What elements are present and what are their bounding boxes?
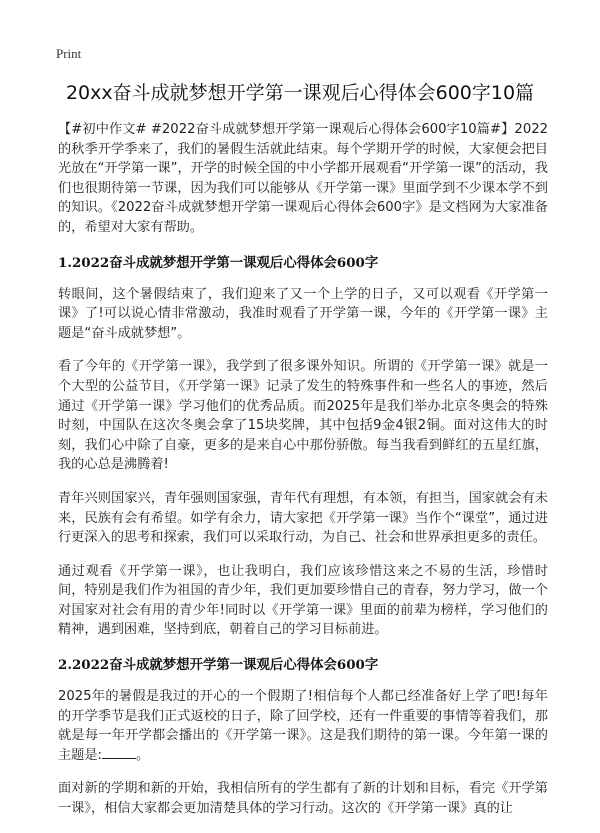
section1-paragraph-4: 通过观看《开学第一课》，也让我明白，我们应该珍惜这来之不易的生活，珍惜时间，特别是我们作为祖国的青少年，我们更加要珍惜自己的青春，努力学习，做一个对国家对社会有用的青少年!同时以《开学第一课》里面的前辈为榜样，学习他们的精神，遇到困难，坚持到底，朝着自己的学习目标前进。 — [58, 563, 548, 638]
print-label: Print — [56, 46, 82, 61]
section1-paragraph-3: 青年兴则国家兴，青年强则国家强，青年代有理想，有本领，有担当，国家就会有未来，民族有会有希望。如学有余力，请大家把《开学第一课》当作个“课堂”，通过进行更深入的思考和探索，我们可以采取行动，为自己、社会和世界承担更多的责任。 — [58, 490, 548, 546]
section1-paragraph-2: 看了今年的《开学第一课》，我学到了很多课外知识。所谓的《开学第一课》就是一个大型的公益节目，《开学第一课》记录了发生的特殊事件和一些名人的事迹，然后通过《开学第一课》学习他们的优秀品质。而2025年是我们举办北京冬奥会的特殊时刻，中国队在这次冬奥会拿了15块奖牌，其中包括9金4银2铜。面对这伟大的时刻，我们心中除了自豪，更多的是来自心中那份骄傲。每当我看到鲜红的五星红旗，我的心总是沸腾着! — [58, 359, 548, 473]
section-heading-2: 2.2022奋斗成就梦想开学第一课观后心得体会600字 — [58, 657, 379, 674]
section1-paragraph-1: 转眼间，这个暑假结束了，我们迎来了又一个上学的日子，又可以观看《开学第一课》了!可以说心情非常激动，我准时观看了开学第一课，今年的《开学第一课》主题是“奋斗成就梦想”。 — [58, 286, 548, 341]
fill-in-blank — [102, 746, 136, 759]
section2-paragraph-1-end: 。 — [136, 747, 150, 763]
intro-paragraph: 【#初中作文# #2022奋斗成就梦想开学第一课观后心得体会600字10篇#】2022的秋季开学季来了，我们的暑假生活就此结束。每个学期开学的时候，大家便会把目光放在“开学第一课”，开学的时候全国的中小学都开展观看“开学第一课”的活动，我们也很期待第一节课，因为我们可以能够从《开学第一课》里面学到不少课本学不到的知识。《2022奋斗成就梦想开学第一课观后心得体会600字》是文档网为大家准备的，希望对大家有帮助。 — [58, 122, 548, 235]
document-body — [58, 120, 548, 833]
section2-paragraph-1 — [58, 687, 548, 765]
section2-paragraph-2: 面对新的学期和新的开始，我相信所有的学生都有了新的计划和目标，看完《开学第一课》，相信大家都会更加清楚具体的学习行动。这次的《开学第一课》真的让 — [58, 781, 548, 817]
document-title: 20xx奋斗成就梦想开学第一课观后心得体会600字10篇 — [65, 82, 535, 104]
section2-paragraph-1-text: 2025年的暑假是我过的开心的一个假期了!相信每个人都已经准备好上学了吧!每年的开学季节是我们正式返校的日子，除了回学校，还有一件重要的事情等着我们，那就是每一年开学都会播出的《开学第一课》。这是我们期待的第一课。今年第一课的主题是: — [58, 689, 548, 763]
section-heading-1: 1.2022奋斗成就梦想开学第一课观后心得体会600字 — [58, 254, 379, 271]
